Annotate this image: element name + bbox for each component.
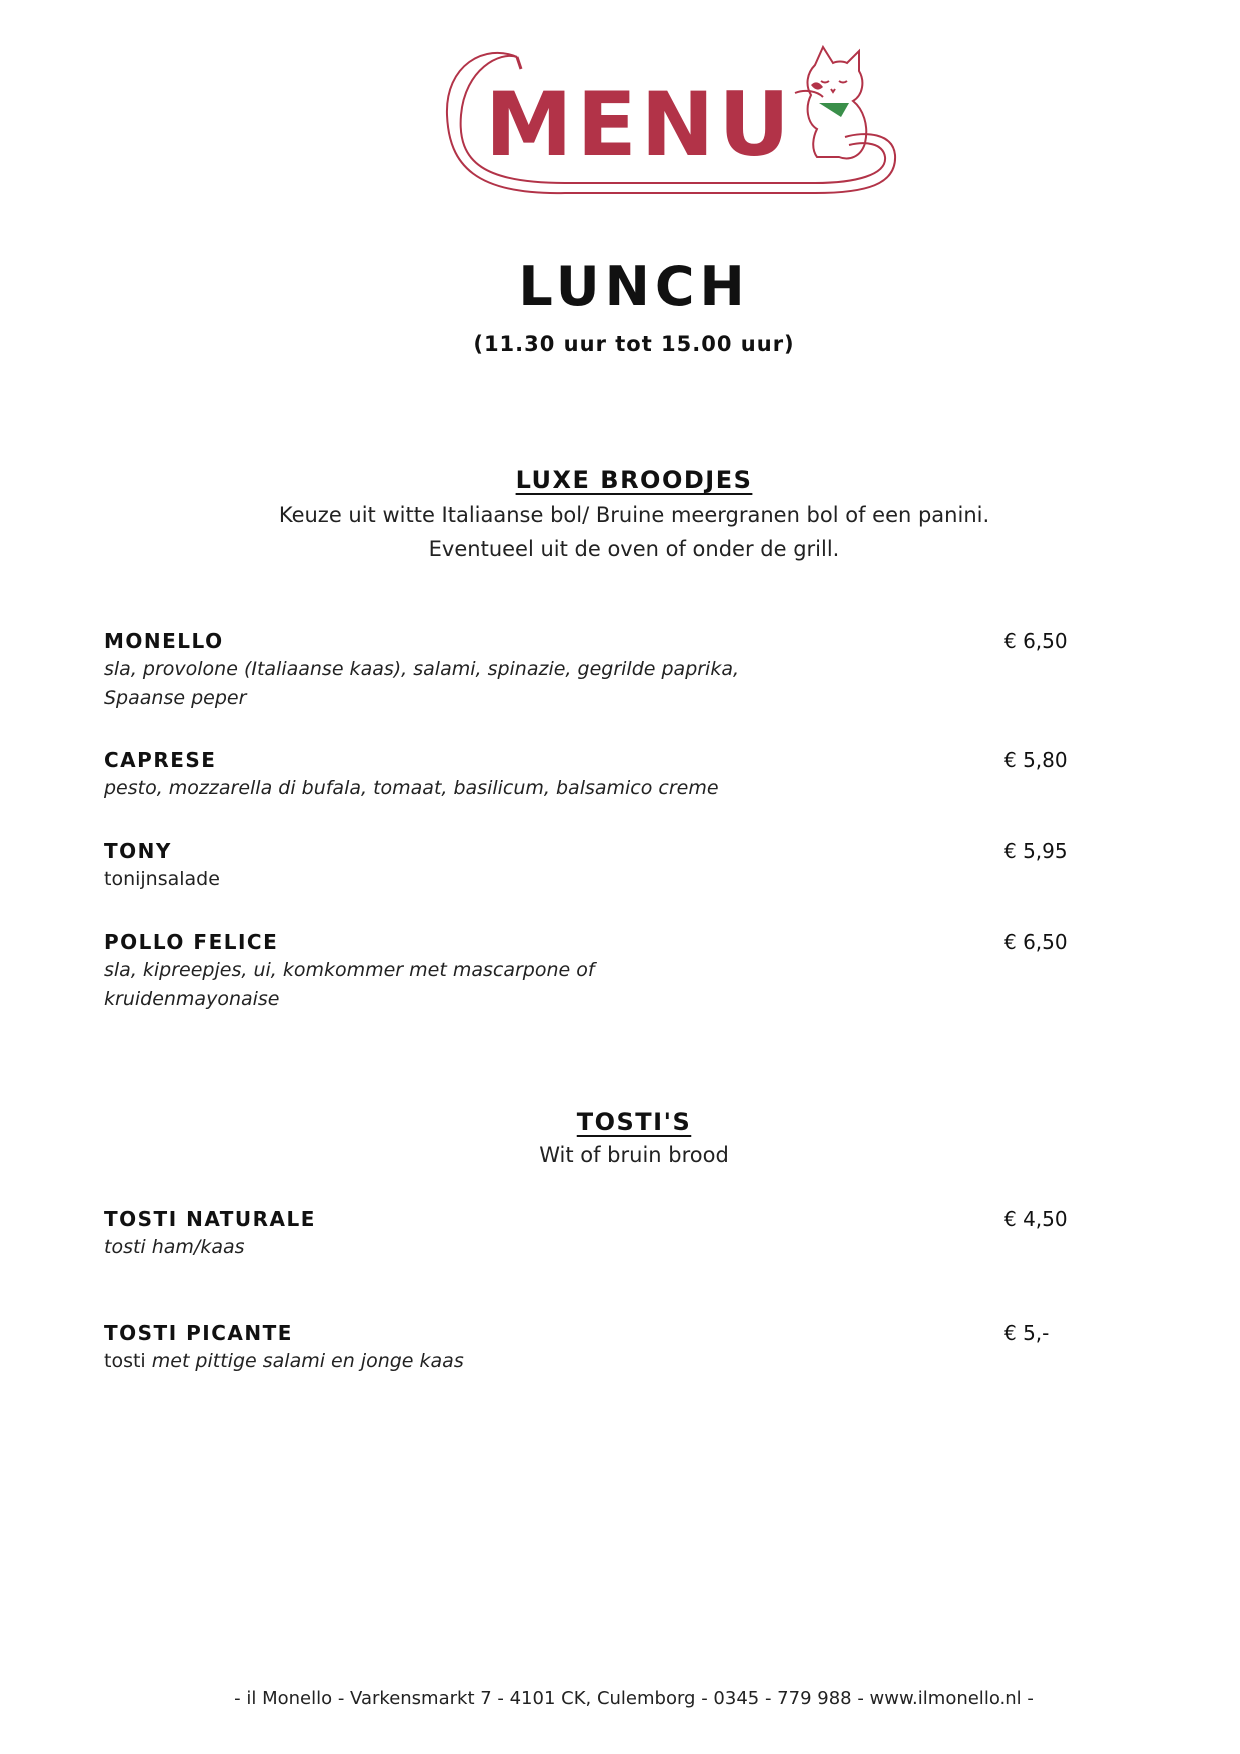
item-description: tonijnsalade (104, 868, 220, 890)
item-name: TONY (104, 839, 172, 863)
section-title-luxe-broodjes: LUXE BROODJES (515, 466, 753, 494)
item-name: CAPRESE (104, 748, 217, 772)
item-price: € 5,95 (1004, 839, 1068, 863)
item-name: TOSTI PICANTE (104, 1321, 293, 1345)
logo-wordmark: MENU (485, 73, 794, 176)
item-price: € 4,50 (1004, 1207, 1068, 1231)
item-description: tosti met pittige salami en jonge kaas (104, 1350, 464, 1372)
menu-item-monello (104, 627, 1084, 713)
item-name: MONELLO (104, 629, 224, 653)
menu-item-tosti-picante (104, 1319, 1084, 1376)
section-description-luxe-broodjes: Keuze uit witte Italiaanse bol/ Bruine meergranen bol of een panini. Eventueel uit de oven of onder de grill. (278, 503, 990, 561)
item-description: tosti ham/kaas (104, 1236, 245, 1258)
page-title: LUNCH (518, 255, 750, 318)
item-price: € 6,50 (1004, 629, 1068, 653)
item-price: € 5,- (1004, 1321, 1050, 1345)
menu-logo (445, 45, 905, 215)
menu-item-tosti-naturale (104, 1205, 1084, 1262)
menu-item-tony (104, 837, 1084, 894)
item-price: € 5,80 (1004, 748, 1068, 772)
section-title-tostis: TOSTI'S (576, 1108, 692, 1136)
footer-contact: - il Monello - Varkensmarkt 7 - 4101 CK, Culemborg - 0345 - 779 988 - www.ilmonello.nl - (234, 1688, 1034, 1709)
menu-item-caprese (104, 746, 1084, 803)
menu-item-pollo-felice (104, 928, 1084, 1014)
item-name: TOSTI NATURALE (104, 1207, 316, 1231)
item-name: POLLO FELICE (104, 930, 279, 954)
item-price: € 6,50 (1004, 930, 1068, 954)
item-description: pesto, mozzarella di bufala, tomaat, basilicum, balsamico creme (104, 777, 719, 799)
lunch-hours: (11.30 uur tot 15.00 uur) (473, 332, 795, 356)
item-description: sla, provolone (Italiaanse kaas), salami, spinazie, gegrilde paprika, Spaanse peper (104, 658, 740, 709)
item-description: sla, kipreepjes, ui, komkommer met mascarpone of kruidenmayonaise (104, 959, 595, 1010)
section-description-tostis: Wit of bruin brood (539, 1143, 729, 1167)
